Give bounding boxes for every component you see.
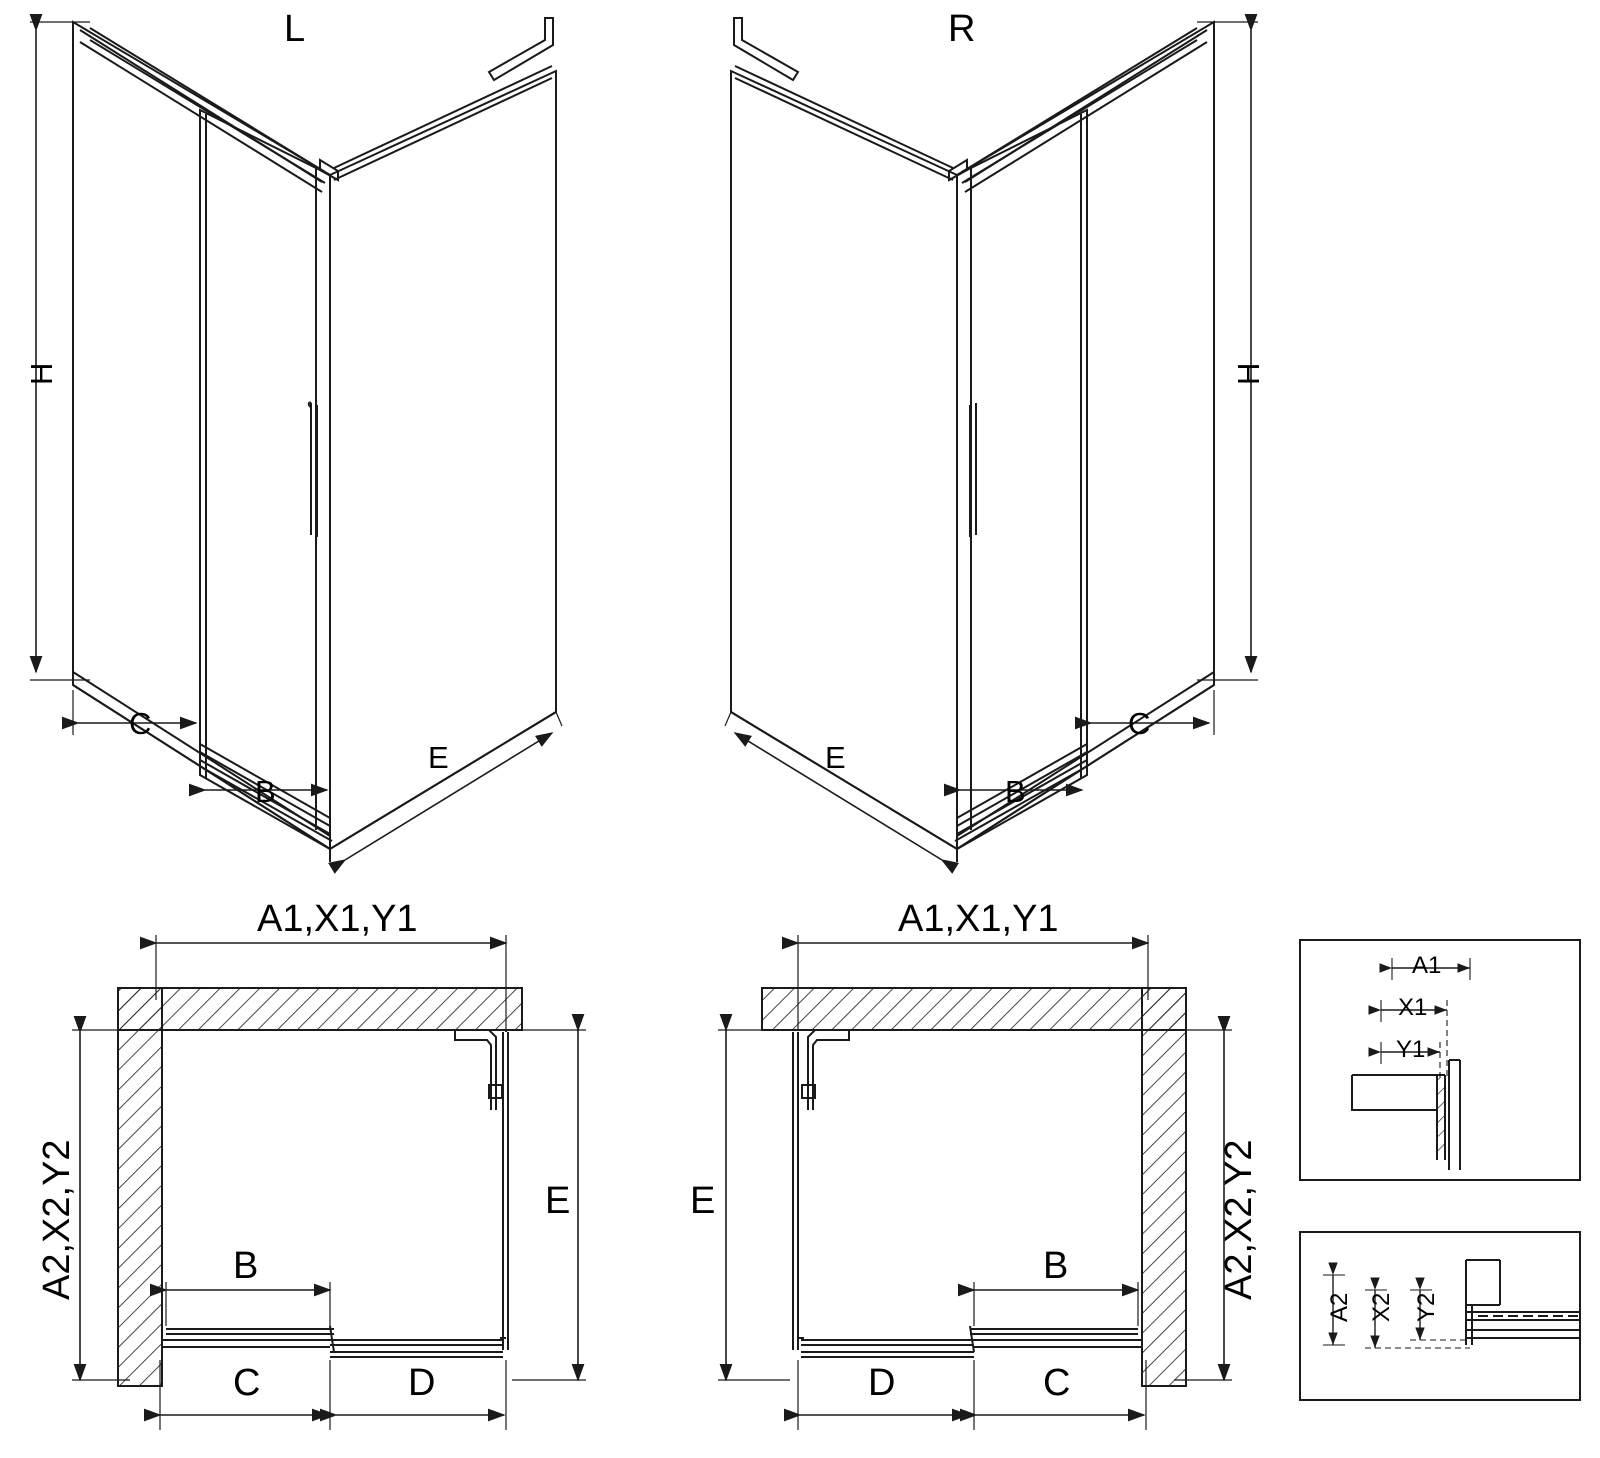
detail-top-label-y1: Y1 [1396, 1036, 1426, 1063]
plan-left-dim-a1x1y1: A1,X1,Y1 [257, 898, 418, 940]
view-title-left: L [284, 8, 306, 50]
plan-right-dim-a2x2y2: A2,X2,Y2 [1218, 1139, 1260, 1300]
iso-left-dimensions [30, 22, 562, 860]
plan-left-dim-d: D [408, 1362, 436, 1404]
detail-top-label-a1: A1 [1412, 952, 1442, 979]
iso-left-dim-e: E [428, 740, 449, 775]
plan-left-dim-e: E [545, 1180, 571, 1222]
plan-left-dim-b: B [233, 1245, 259, 1287]
plan-left-dim-c: C [233, 1362, 261, 1404]
iso-right-dim-c: C [1128, 706, 1151, 741]
iso-left-dim-c: C [129, 706, 152, 741]
plan-right-dim-b: B [1043, 1245, 1069, 1287]
plan-right-dim-d: D [868, 1362, 896, 1404]
detail-bottom-label-a2: A2 [1326, 1292, 1353, 1322]
view-title-right: R [948, 8, 976, 50]
plan-right-geometry [762, 988, 1186, 1386]
iso-left-dim-b: B [255, 774, 276, 809]
iso-right-dim-b: B [1005, 774, 1026, 809]
plan-left-dim-a2x2y2: A2,X2,Y2 [36, 1139, 78, 1300]
plan-right-dim-e: E [690, 1180, 716, 1222]
plan-right-dim-c: C [1043, 1362, 1071, 1404]
iso-right-dim-e: E [825, 740, 846, 775]
iso-right-dim-h: H [1231, 362, 1266, 385]
plan-right-dim-a1x1y1: A1,X1,Y1 [898, 898, 1059, 940]
detail-bottom-label-y2: Y2 [1413, 1292, 1440, 1322]
iso-left-dim-h: H [24, 362, 59, 385]
detail-bottom-label-x2: X2 [1368, 1292, 1395, 1322]
plan-left-geometry [118, 988, 522, 1386]
iso-right-dimensions [725, 22, 1258, 860]
detail-top-label-x1: X1 [1398, 994, 1428, 1021]
